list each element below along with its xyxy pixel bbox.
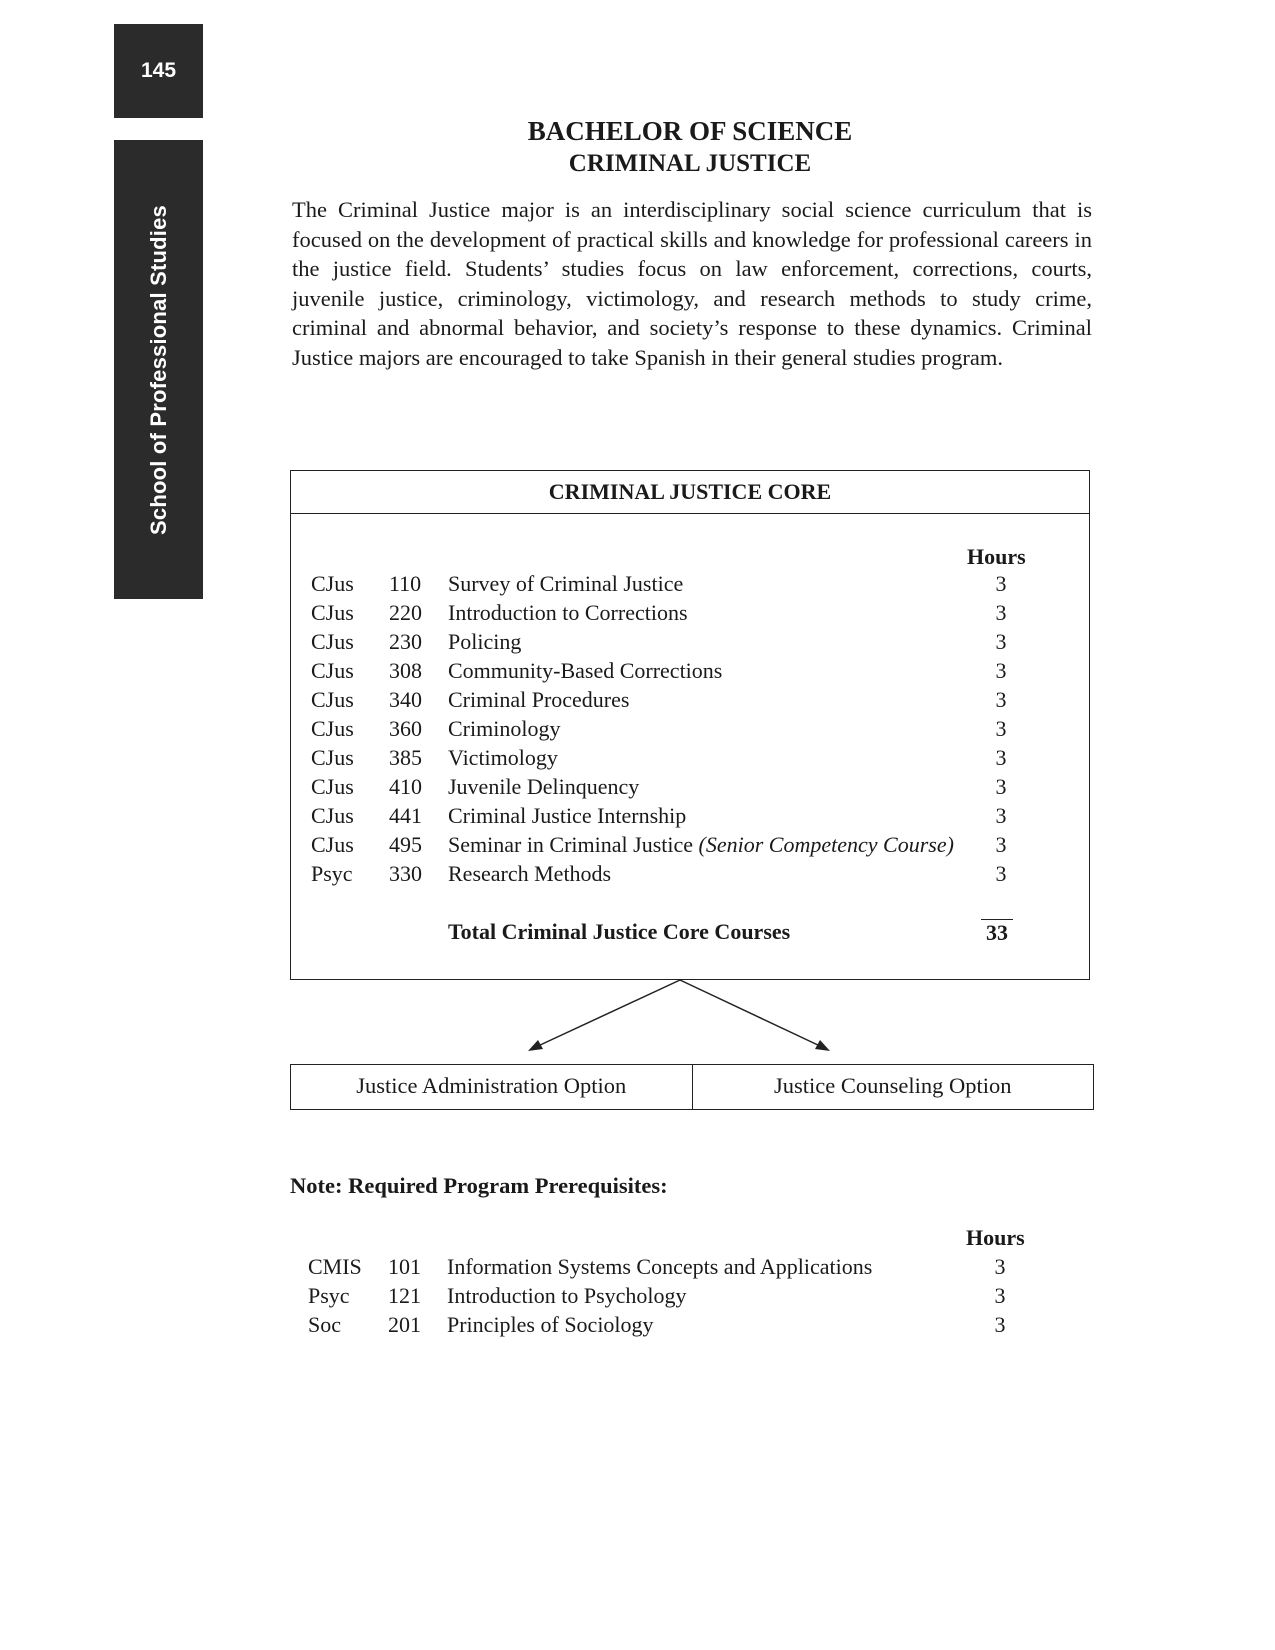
prereq-course-row	[290, 1254, 1090, 1283]
total-hours: 33	[981, 919, 1013, 946]
core-courses-box	[290, 470, 1090, 980]
core-course-row	[291, 745, 1091, 774]
course-number: 121	[388, 1283, 421, 1308]
course-title: Research Methods	[448, 861, 612, 886]
core-course-row	[291, 774, 1091, 803]
core-title: CRIMINAL JUSTICE CORE	[291, 471, 1089, 514]
course-title: Principles of Sociology	[447, 1312, 654, 1337]
course-hours: 3	[995, 658, 1007, 683]
course-hours: 3	[995, 687, 1007, 712]
course-dept: CJus	[311, 803, 354, 828]
course-hours: 3	[994, 1283, 1006, 1308]
course-note: (Senior Competency Course)	[698, 832, 954, 857]
course-number: 410	[389, 774, 422, 799]
course-number: 385	[389, 745, 422, 770]
course-number: 220	[389, 600, 422, 625]
course-title: Criminal Procedures	[448, 687, 630, 712]
course-number: 308	[389, 658, 422, 683]
core-course-row	[291, 803, 1091, 832]
core-course-row	[291, 571, 1091, 600]
course-hours: 3	[995, 803, 1007, 828]
right-arrowhead	[815, 1040, 830, 1051]
left-arrow-line	[538, 980, 680, 1046]
justice-administration-option: Justice Administration Option	[356, 1073, 627, 1098]
course-title: Criminal Justice Internship	[448, 803, 687, 828]
core-course-row	[291, 861, 1091, 890]
course-dept: CJus	[311, 629, 354, 654]
course-title: Victimology	[448, 745, 558, 770]
course-hours: 3	[994, 1254, 1006, 1279]
course-title: Information Systems Concepts and Applications	[447, 1254, 873, 1279]
core-course-row	[291, 716, 1091, 745]
course-hours: 3	[995, 861, 1007, 886]
core-course-row	[291, 658, 1091, 687]
branch-arrows	[290, 975, 1094, 1055]
core-course-row	[291, 832, 1091, 861]
course-dept: CMIS	[308, 1254, 362, 1279]
total-label: Total Criminal Justice Core Courses	[448, 919, 791, 944]
course-number: 495	[389, 832, 422, 857]
core-course-row	[291, 629, 1091, 658]
course-dept: CJus	[311, 745, 354, 770]
course-hours: 3	[995, 600, 1007, 625]
section-tab	[114, 140, 203, 599]
course-hours: 3	[995, 774, 1007, 799]
course-hours: 3	[994, 1312, 1006, 1337]
course-title: Juvenile Delinquency	[448, 774, 640, 799]
prereq-hours-header: Hours	[966, 1225, 1025, 1250]
course-title: Policing	[448, 629, 522, 654]
course-title: Criminology	[448, 716, 561, 741]
option-boxes	[290, 1064, 1094, 1110]
course-dept: CJus	[311, 774, 354, 799]
core-course-row	[291, 687, 1091, 716]
core-hours-header: Hours	[967, 544, 1026, 569]
course-dept: Psyc	[308, 1283, 350, 1308]
course-title: Survey of Criminal Justice	[448, 571, 684, 596]
course-dept: CJus	[311, 571, 354, 596]
core-course-row	[291, 600, 1091, 629]
course-number: 201	[388, 1312, 421, 1337]
section-label: School of Professional Studies	[145, 204, 171, 535]
course-number: 360	[389, 716, 422, 741]
major-title: CRIMINAL JUSTICE	[568, 150, 812, 177]
page-number: 145	[140, 59, 177, 82]
course-title-text: Seminar in Criminal Justice	[448, 832, 699, 857]
course-dept: CJus	[311, 658, 354, 683]
course-hours: 3	[995, 832, 1007, 857]
course-number: 110	[389, 571, 422, 596]
degree-title: BACHELOR OF SCIENCE	[527, 116, 853, 146]
course-title: Community-Based Corrections	[448, 658, 723, 683]
course-title	[448, 832, 954, 858]
course-number: 340	[389, 687, 422, 712]
page-number-tab	[114, 24, 203, 118]
course-dept: CJus	[311, 687, 354, 712]
course-dept: Psyc	[311, 861, 353, 886]
justice-counseling-option: Justice Counseling Option	[692, 1065, 1094, 1109]
prerequisites-list	[290, 1225, 1090, 1345]
course-dept: Soc	[308, 1312, 341, 1337]
intro-paragraph: The Criminal Justice major is an interdisciplinary social science curriculum that is focused on the development of practical skills and knowledge for professional careers in the justice field. Students’ studies focus on law enforcement, corrections, courts, juvenile justice, criminology, victimology, and research methods to study crime, criminal and abnormal behavior, and society’s response to these dynamics. Criminal Justice majors are encouraged to take Spanish in their general studies program.	[292, 197, 1092, 370]
course-dept: CJus	[311, 600, 354, 625]
course-hours: 3	[995, 571, 1007, 596]
course-hours: 3	[995, 629, 1007, 654]
right-arrow-line	[680, 980, 820, 1046]
course-title: Introduction to Corrections	[448, 600, 688, 625]
prereq-course-row	[290, 1283, 1090, 1312]
course-number: 230	[389, 629, 422, 654]
left-arrowhead	[528, 1040, 543, 1051]
prereq-course-row	[290, 1312, 1090, 1341]
course-number: 101	[388, 1254, 421, 1279]
prerequisites-title: Note: Required Program Prerequisites:	[290, 1173, 668, 1198]
course-title: Introduction to Psychology	[447, 1283, 687, 1308]
course-dept: CJus	[311, 716, 354, 741]
course-hours: 3	[995, 745, 1007, 770]
course-number: 330	[389, 861, 422, 886]
course-dept: CJus	[311, 832, 354, 857]
course-hours: 3	[995, 716, 1007, 741]
course-number: 441	[389, 803, 422, 828]
